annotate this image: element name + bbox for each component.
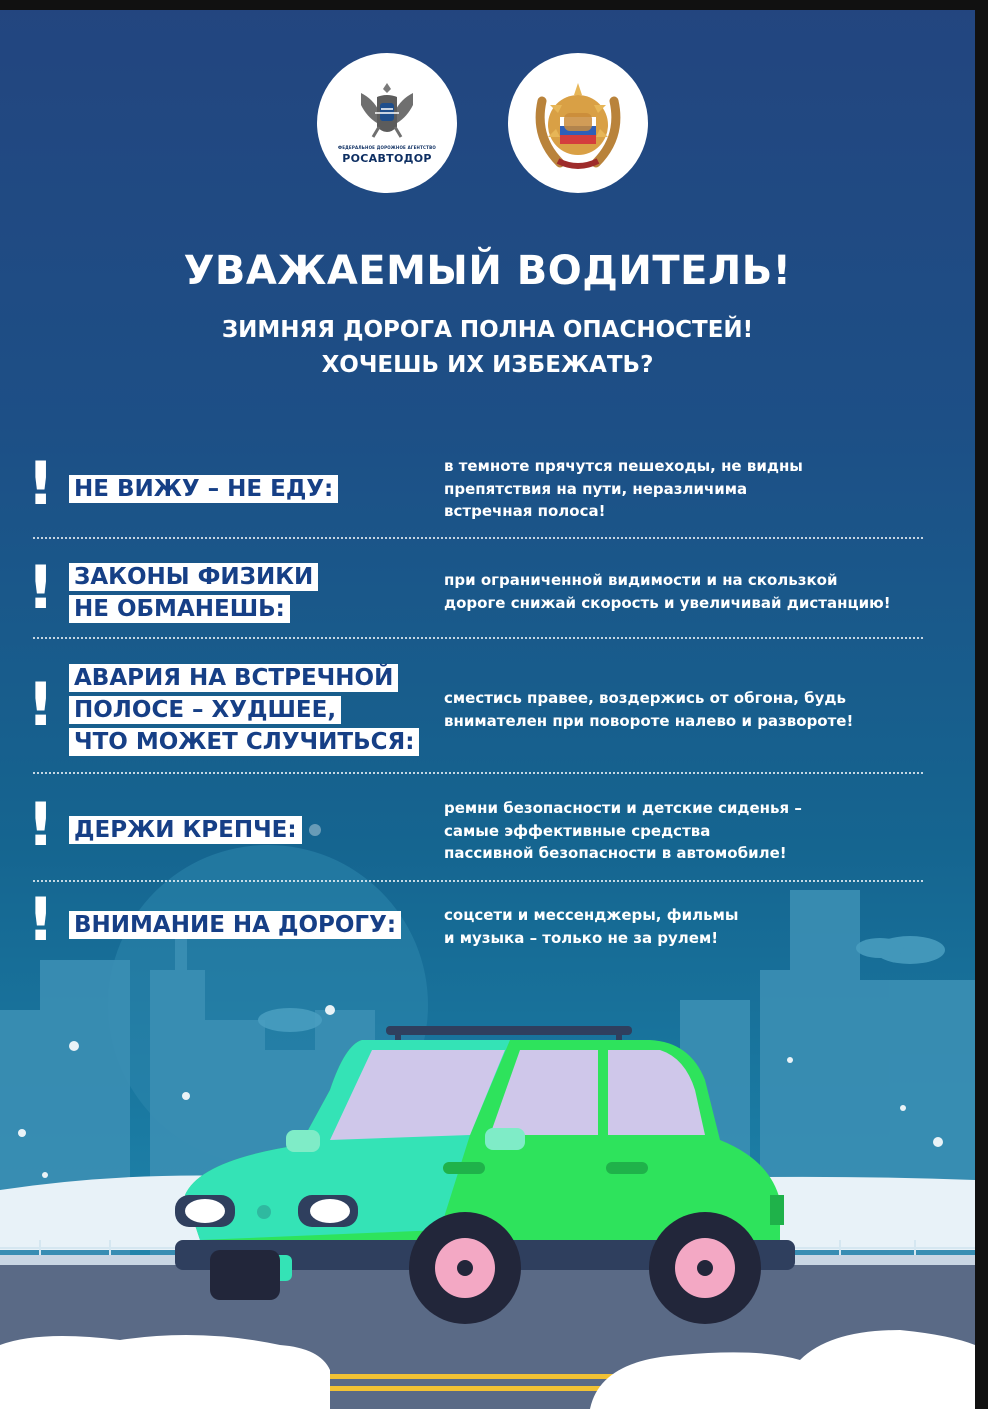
rule-5-desc-line-2: и музыка – только не за рулем! xyxy=(444,929,719,947)
rule-4-desc-line-2: самые эффективные средства xyxy=(444,822,711,840)
rule-2-desc-line-2: дороге снижай скорость и увеличивай дистанцию! xyxy=(444,594,891,612)
rule-4-desc-line-1: ремни безопасности и детские сиденья – xyxy=(444,799,802,817)
divider xyxy=(33,880,923,882)
rule-3-tag-line-3: ЧТО МОЖЕТ СЛУЧИТЬСЯ: xyxy=(69,728,419,756)
rule-3-tag-line-1: АВАРИЯ НА ВСТРЕЧНОЙ xyxy=(69,664,398,692)
frame-top xyxy=(0,0,975,10)
rule-1-tag-line-1: НЕ ВИЖУ – НЕ ЕДУ: xyxy=(69,475,338,503)
rule-1-desc-line-2: препятствия на пути, неразличима xyxy=(444,480,748,498)
rule-4-tag-line-1: ДЕРЖИ КРЕПЧЕ: xyxy=(69,816,302,844)
divider xyxy=(33,537,923,539)
divider xyxy=(33,772,923,774)
subtitle-line-2: ХОЧЕШЬ ИХ ИЗБЕЖАТЬ? xyxy=(321,352,654,378)
exclamation-icon: ! xyxy=(27,553,55,623)
rule-3-desc-line-2: внимателен при повороте налево и развороте! xyxy=(444,712,854,730)
gibdd-badge-icon xyxy=(508,53,648,193)
subtitle-line-1: ЗИМНЯЯ ДОРОГА ПОЛНА ОПАСНОСТЕЙ! xyxy=(221,317,754,343)
double-headed-eagle-icon xyxy=(317,53,457,193)
winter-road-scene xyxy=(0,800,975,1409)
rule-4-desc-line-3: пассивной безопасности в автомобиле! xyxy=(444,844,787,862)
exclamation-icon: ! xyxy=(27,790,55,860)
rule-5-tag-line-1: ВНИМАНИЕ НА ДОРОГУ: xyxy=(69,911,401,939)
rule-1-desc-line-1: в темноте прячутся пешеходы, не видны xyxy=(444,457,803,475)
rule-1-desc-line-3: встречная полоса! xyxy=(444,502,606,520)
rosavtodor-small-text: ФЕДЕРАЛЬНОЕ ДОРОЖНОЕ АГЕНТСТВО xyxy=(338,145,436,150)
rule-3-tag-line-2: ПОЛОСЕ – ХУДШЕЕ, xyxy=(69,696,341,724)
exclamation-icon: ! xyxy=(27,670,55,740)
rule-2-tag-line-1: ЗАКОНЫ ФИЗИКИ xyxy=(69,563,318,591)
rosavtodor-name: РОСАВТОДОР xyxy=(342,152,432,165)
frame-right xyxy=(975,0,988,1409)
page-title: УВАЖАЕМЫЙ ВОДИТЕЛЬ! xyxy=(183,248,792,294)
exclamation-icon: ! xyxy=(27,449,55,519)
divider xyxy=(33,637,923,639)
rule-2-tag-line-2: НЕ ОБМАНЕШЬ: xyxy=(69,595,290,623)
rule-3-desc-line-1: сместись правее, воздержись от обгона, будь xyxy=(444,689,846,707)
gibdd-logo xyxy=(508,53,648,193)
rule-2-desc-line-1: при ограниченной видимости и на скользкой xyxy=(444,571,838,589)
rosavtodor-logo xyxy=(317,53,457,193)
rule-5-desc-line-1: соцсети и мессенджеры, фильмы xyxy=(444,906,739,924)
exclamation-icon: ! xyxy=(27,885,55,955)
